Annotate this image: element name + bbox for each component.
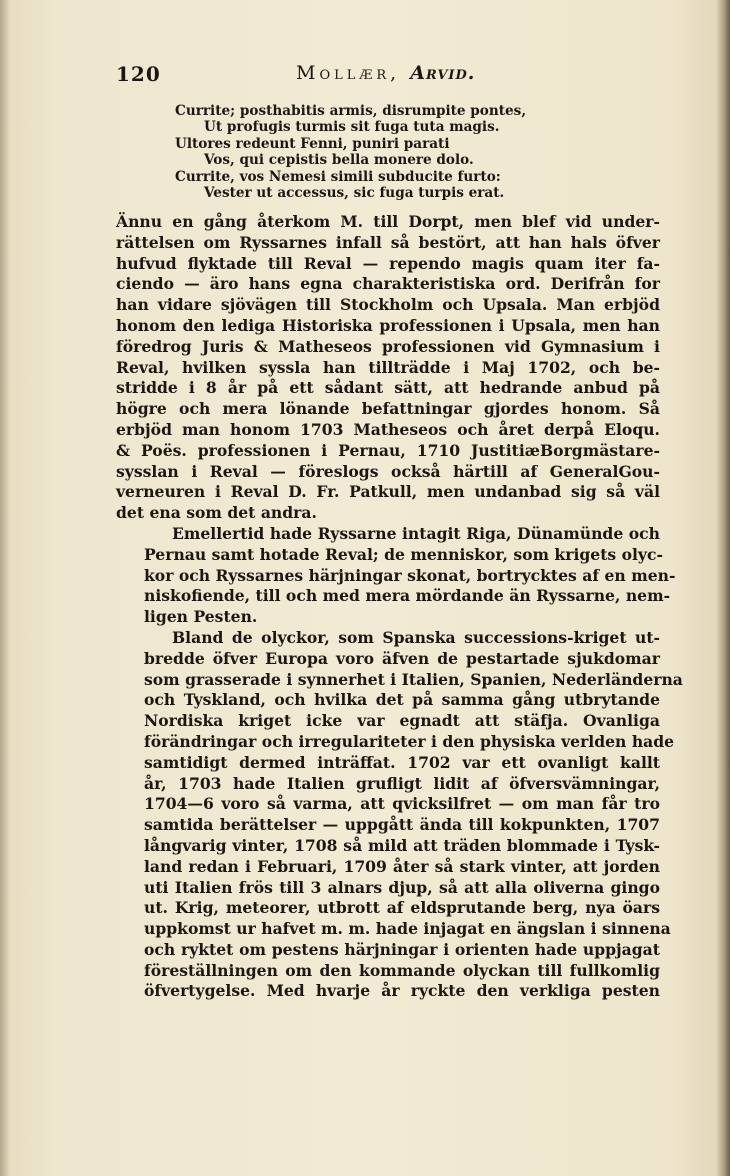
text-line: som grasserade i synnerhet i Italien, Spanien, Nederländerna [144,669,683,689]
verse-line: Ultores redeunt Fenni, puniri parati [175,135,450,152]
text-line: Reval, hvilken syssla han tillträdde i Maj 1702, och be- [116,357,660,377]
text-line: niskofiende, till och med mera mördande än Ryssarne, nem- [144,586,671,606]
text-line: erbjöd man honom 1703 Matheseos och året derpå Eloqu. [116,419,660,439]
verse-line: Currite, vos Nemesi simili subducite furto: [175,168,501,185]
text-line: & Poës. professionen i Pernau, 1710 JustitiæBorgmästare- [116,440,660,460]
verse-line: Vester ut accessus, sic fuga turpis erat. [204,185,505,202]
running-head-name: Mollær, [296,62,401,84]
text-line: verneuren i Reval D. Fr. Patkull, men undanbad sig så väl [116,482,660,502]
text-line: föreställningen om den kommande olyckan till fullkomlig [144,960,660,980]
body-text [116,212,683,1002]
text-line: högre och mera lönande befattningar gjordes honom. Så [116,399,660,419]
paragraph [116,212,660,524]
page-number: 120 [116,62,161,86]
text-line: samtida berättelser — uppgått ända till kokpunkten, 1707 [144,815,660,835]
text-line: år, 1703 hade Italien grufligt lidit af öfversvämningar, [144,773,660,793]
text-line: Emellertid hade Ryssarne intagit Riga, Dünamünde och [172,523,660,543]
text-line: uti Italien frös till 3 alnars djup, så att alla oliverna gingo [144,877,660,897]
verse-line: Ut profugis turmis sit fuga tuta magis. [204,119,500,136]
text-line: ciendo — äro hans egna charakteristiska ord. Derifrån for [116,274,660,294]
verse-line: Currite; posthabitis armis, disrumpite pontes, [175,103,527,119]
text-line: uppkomst ur hafvet m. m. hade injagat en ängslan i sinnena [144,919,671,939]
text-line: Pernau samt hotade Reval; de menniskor, som krigets olyc- [144,544,663,564]
text-line: och ryktet om pestens härjningar i orienten hade uppjagat [144,939,660,959]
text-line: föredrog Juris & Matheseos professionen vid Gymnasium i [116,336,660,356]
text-line: ligen Pesten. [144,607,258,627]
text-line: öfvertygelse. Med hvarje år ryckte den verkliga pesten [144,981,660,1001]
text-line: honom den lediga Historiska professionen i Upsala, men han [116,315,660,335]
text-line: stridde i 8 år på ett sådant sätt, att hedrande anbud på [116,378,660,398]
text-line: Ännu en gång återkom M. till Dorpt, men blef vid under- [116,212,660,231]
text-line: han vidare sjövägen till Stockholm och Upsala. Man erbjöd [116,295,660,315]
text-line: och Tyskland, och hvilka det på samma gång utbrytande [144,690,660,710]
text-line: land redan i Februari, 1709 åter så stark vinter, att jorden [144,856,660,876]
text-line: samtidigt dermed inträffat. 1702 var ett ovanligt kallt [144,752,660,772]
running-head-given-name: Arvid. [410,62,476,84]
text-line: förändringar och irregulariteter i den physiska verlden hade [144,731,675,751]
text-line: rättelsen om Ryssarnes infall så bestört, att han hals öfver [116,232,660,252]
paragraph [116,523,676,628]
text-line: långvarig vinter, 1708 så mild att träden blommade i Tysk- [144,835,660,855]
page-header [116,62,656,92]
paragraph [116,627,683,1002]
verse-line: Vos, qui cepistis bella monere dolo. [204,152,474,169]
text-line: kor och Ryssarnes härjningar skonat, bortrycktes af en men- [144,565,676,585]
running-head [296,62,475,84]
text-line: Nordiska kriget icke var egnadt att stäfja. Ovanliga [144,711,660,731]
text-line: det ena som det andra. [116,503,317,523]
text-line: Bland de olyckor, som Spanska successions-kriget ut- [172,627,660,647]
text-line: ut. Krig, meteorer, utbrott af eldsprutande berg, nya öars [144,898,660,918]
latin-verse [0,103,730,201]
text-line: bredde öfver Europa voro äfven de pestartade sjukdomar [144,648,660,668]
text-line: sysslan i Reval — föreslogs också härtill af GeneralGou- [116,461,660,481]
text-line: hufvud flyktade till Reval — rependo magis quam iter fa- [116,253,660,273]
text-line: 1704—6 voro så varma, att qvicksilfret — om man får tro [144,794,660,814]
